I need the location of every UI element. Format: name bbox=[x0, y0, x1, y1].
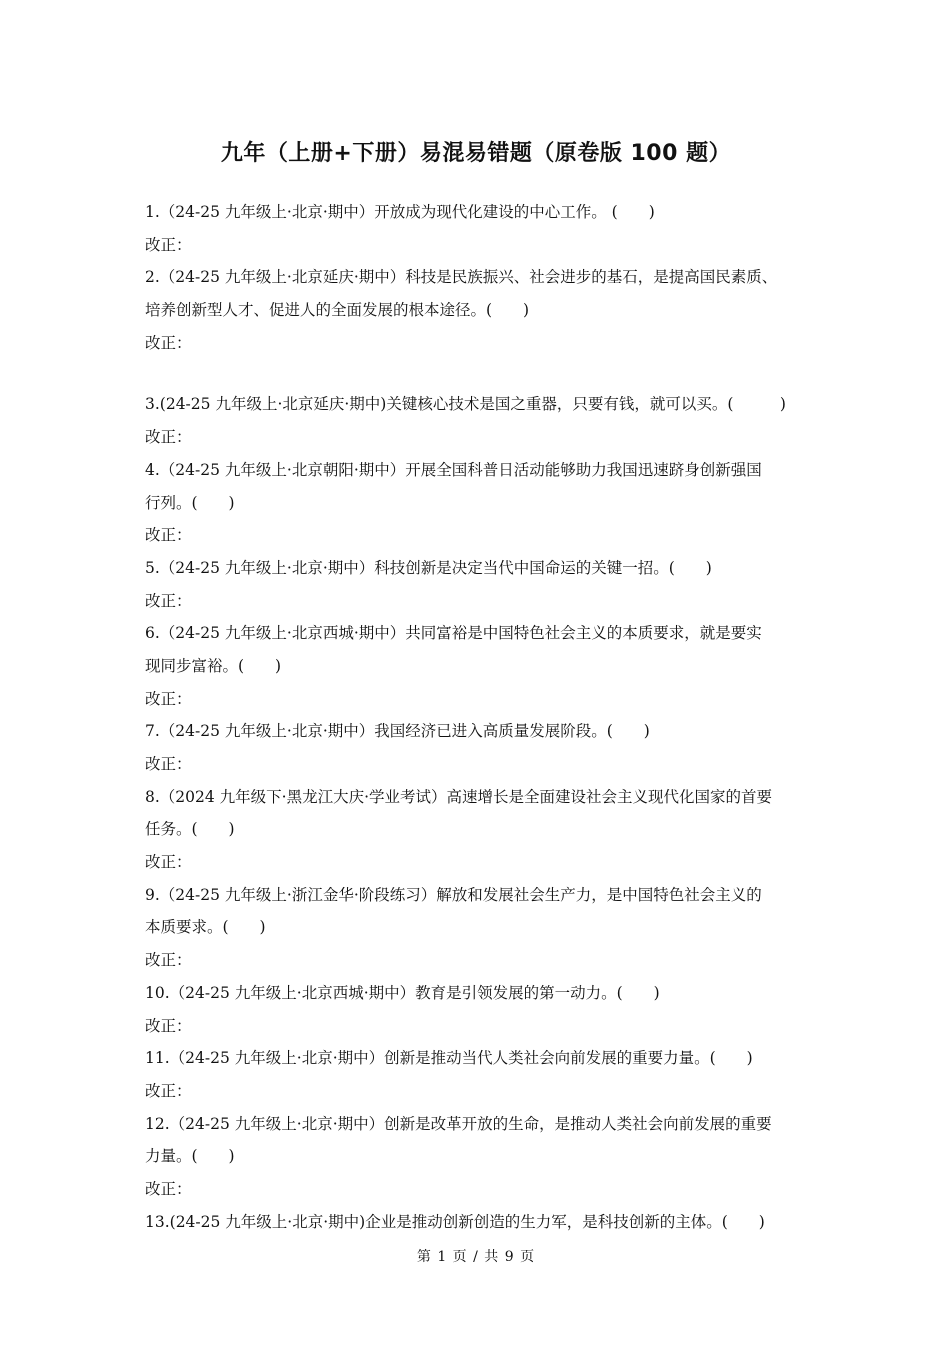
question-text: 现同步富裕。( ) bbox=[145, 656, 282, 675]
question-text: 力量。( ) bbox=[145, 1147, 235, 1166]
answer-space bbox=[145, 359, 825, 388]
question-text: 行列。( ) bbox=[145, 493, 235, 512]
question-item bbox=[145, 1108, 825, 1206]
question-text: 7.（24-25 九年级上·北京·期中）我国经济已进入高质量发展阶段。( ) bbox=[145, 722, 650, 741]
correction-label: 改正： bbox=[145, 755, 192, 773]
question-text: 12.（24-25 九年级上·北京·期中）创新是改革开放的生命，是推动人类社会向前发展的重要 bbox=[145, 1114, 772, 1133]
correction-label: 改正： bbox=[145, 526, 192, 545]
question-text: 4.（24-25 九年级上·北京朝阳·期中）开展全国科普日活动能够助力我国迅速跻身创新强国 bbox=[145, 460, 762, 479]
question-item bbox=[145, 879, 825, 977]
question-text: 本质要求。( ) bbox=[145, 918, 266, 937]
question-item bbox=[145, 388, 825, 453]
question-item bbox=[145, 1206, 825, 1239]
question-text: 1.（24-25 九年级上·北京·期中）开放成为现代化建设的中心工作。 ( ) bbox=[145, 203, 655, 221]
question-item bbox=[145, 196, 825, 261]
question-text: 13.(24-25 九年级上·北京·期中)企业是推动创新创造的生力军，是科技创新的主体。( ) bbox=[145, 1212, 765, 1231]
question-item bbox=[145, 261, 825, 388]
correction-label: 改正： bbox=[145, 333, 192, 352]
question-item bbox=[145, 781, 825, 879]
question-text: 10.（24-25 九年级上·北京西城·期中）教育是引领发展的第一动力。( ) bbox=[145, 983, 660, 1002]
correction-label: 改正： bbox=[145, 235, 192, 254]
correction-label: 改正： bbox=[145, 428, 192, 447]
correction-label: 改正： bbox=[145, 1081, 192, 1100]
document-title: 九年（上册+下册）易混易错题（原卷版 100 题） bbox=[220, 141, 732, 166]
question-list bbox=[145, 196, 825, 1238]
page-footer: 第 1 页 / 共 9 页 bbox=[416, 1249, 536, 1265]
question-item bbox=[145, 454, 825, 552]
correction-label: 改正： bbox=[145, 689, 192, 708]
question-text: 11.（24-25 九年级上·北京·期中）创新是推动当代人类社会向前发展的重要力量。( ) bbox=[145, 1049, 753, 1068]
question-text: 5.（24-25 九年级上·北京·期中）科技创新是决定当代中国命运的关键一招。( ) bbox=[145, 558, 712, 577]
correction-label: 改正： bbox=[145, 591, 192, 610]
correction-label: 改正： bbox=[145, 951, 192, 970]
question-text: 8.（2024 九年级下·黑龙江大庆·学业考试）高速增长是全面建设社会主义现代化国家的首要 bbox=[145, 787, 773, 806]
question-item bbox=[145, 1042, 825, 1107]
correction-label: 改正： bbox=[145, 853, 192, 872]
question-item bbox=[145, 617, 825, 715]
question-item bbox=[145, 715, 825, 780]
correction-label: 改正： bbox=[145, 1179, 192, 1198]
question-text: 培养创新型人才、促进人的全面发展的根本途径。( ) bbox=[145, 301, 530, 320]
question-text: 2.（24-25 九年级上·北京延庆·期中）科技是民族振兴、社会进步的基石，是提高国民素质、 bbox=[145, 268, 778, 287]
question-text: 3.(24-25 九年级上·北京延庆·期中)关键核心技术是国之重器，只要有钱，就可以买。( ) bbox=[145, 395, 786, 414]
question-text: 9.（24-25 九年级上·浙江金华·阶段练习）解放和发展社会生产力，是中国特色社会主义的 bbox=[145, 885, 762, 904]
question-text: 6.（24-25 九年级上·北京西城·期中）共同富裕是中国特色社会主义的本质要求，就是要实 bbox=[145, 624, 762, 643]
question-text: 任务。( ) bbox=[145, 820, 235, 839]
correction-label: 改正： bbox=[145, 1016, 192, 1035]
question-item bbox=[145, 977, 825, 1042]
question-item bbox=[145, 552, 825, 617]
